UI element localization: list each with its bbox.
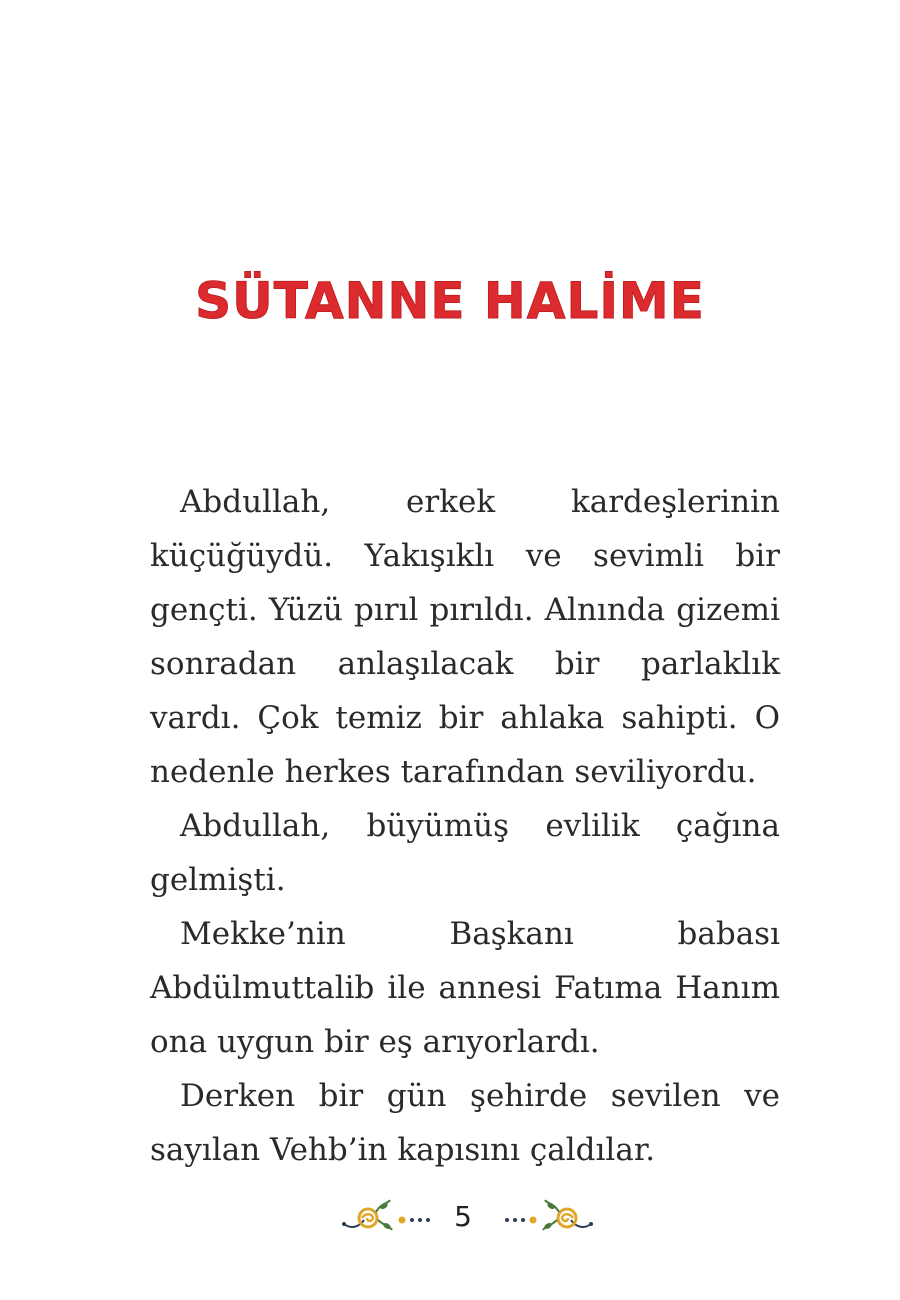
page-number: 5 (454, 1200, 472, 1233)
paragraph: Abdullah, büyümüş evlilik çağına gelmişti. (150, 808, 780, 898)
chapter-title: SÜTANNE HALİME (195, 272, 705, 330)
page-footer (0, 1196, 900, 1240)
paragraph: Derken bir gün şehirde sevilen ve sayılan Vehb’in kapısını çaldılar. (150, 1078, 780, 1168)
body-text (150, 475, 780, 1177)
floral-flourish-icon (340, 1196, 440, 1236)
paragraph: Abdullah, erkek kardeşlerinin küçüğüydü. Yakışıklı ve sevimli bir gençti. Yüzü pırıl pırıldı. Alnında gizemi sonradan anlaşılacak bir parlaklık vardı. Çok temiz bir ahlaka sahipti. O nedenle herkes tarafından seviliyordu. (150, 484, 780, 790)
paragraph: Mekke’nin Başkanı babası Abdülmuttalib ile annesi Fatıma Hanım ona uygun bir eş arıyorlardı. (150, 916, 780, 1060)
floral-flourish-icon (495, 1196, 595, 1236)
